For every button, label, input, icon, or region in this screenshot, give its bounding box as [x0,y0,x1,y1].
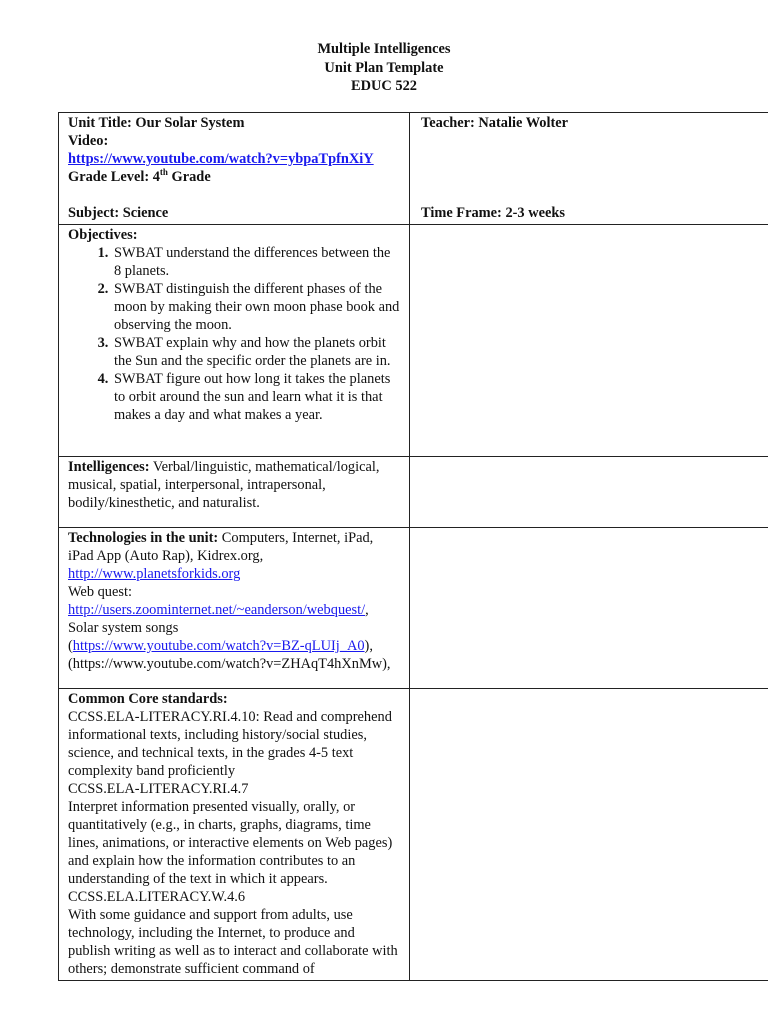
subject: Subject: Science [68,205,169,221]
song1-close: ), [364,638,373,654]
webquest-link[interactable]: http://users.zoominternet.net/~eanderson/webquest/ [68,602,366,618]
standards-row [59,689,768,981]
webquest-comma: , [365,602,369,618]
standard-ri-4-10: CCSS.ELA-LITERACY.RI.4.10: Read and comprehend informational texts, including history/social studies, science, and technical texts, in the grades 4-5 text complexity band proficiently [68,709,392,779]
unit-info-right-cell [410,113,768,225]
standard-w-4-6-text: With some guidance and support from adults, use technology, including the Internet, to produce and publish writing as well as to interact and collaborate with others; demonstrate sufficient command of [68,907,398,977]
unit-plan-table [58,112,768,981]
objectives-heading: Objectives: [68,227,138,243]
standard-ri-4-7-text: Interpret information presented visually, orally, or quantitatively (e.g., in charts, graphs, diagrams, time lines, animations, or interactive elements on Web pages) and explain how the information contributes to an understanding of the text in which it appears. [68,799,393,887]
intelligences-body: Verbal/linguistic, mathematical/logical, musical, spatial, interpersonal, intrapersonal, bodily/kinesthetic, and naturalist. [68,459,380,511]
objective-item: 3. SWBAT explain why and how the planets orbit the Sun and the specific order the planets are in. [112,334,400,370]
objectives-cell [59,225,410,457]
webquest-label: Web quest: [68,584,132,600]
songs-label: Solar system songs [68,620,179,636]
objectives-row [59,225,768,457]
standard-w-4-6-code: CCSS.ELA.LITERACY.W.4.6 [68,889,246,905]
time-frame: Time Frame: 2-3 weeks [421,205,565,221]
intelligences-row [59,457,768,528]
song1-link[interactable]: https://www.youtube.com/watch?v=BZ-qLUIj_A0 [72,638,365,654]
intelligences-text [68,458,400,512]
unit-info-left-cell [59,113,410,225]
technologies-text [68,529,400,565]
grade-level [68,168,400,186]
intelligences-right-cell [410,457,768,528]
header-subtitle: Unit Plan Template [324,59,444,76]
header-title: Multiple Intelligences [317,41,451,57]
planetsforkids-link[interactable]: http://www.planetsforkids.org [68,566,241,582]
objective-item: 1. SWBAT understand the differences between the 8 planets. [112,244,400,280]
grade-suffix: Grade [167,169,211,185]
unit-title: Unit Title: Our Solar System [68,115,245,131]
technologies-right-cell [410,528,768,689]
objective-item: 2. SWBAT distinguish the different phases of the moon by making their own moon phase book and observing the moon. [112,280,400,334]
grade-prefix: Grade Level: 4 [68,169,160,185]
technologies-row [59,528,768,689]
objectives-list [68,244,400,424]
technologies-body: Computers, Internet, iPad, iPad App (Auto Rap), Kidrex.org, [68,530,374,564]
song1-open: ( [68,638,73,654]
unit-info-row [59,113,768,225]
header-course: EDUC 522 [351,78,417,94]
video-link[interactable]: https://www.youtube.com/watch?v=ybpaTpfnXiY [68,151,374,167]
technologies-label: Technologies in the unit: [68,530,219,546]
objective-item: 4. SWBAT figure out how long it takes the planets to orbit around the sun and learn what it is that makes a day and what makes a year. [112,370,400,424]
teacher: Teacher: Natalie Wolter [421,115,569,131]
song2-text: (https://www.youtube.com/watch?v=ZHAqT4hXnMw), [68,656,391,672]
standards-right-cell [410,689,768,981]
intelligences-label: Intelligences: [68,459,150,475]
standard-ri-4-7-code: CCSS.ELA-LITERACY.RI.4.7 [68,781,249,797]
document-header [0,40,768,96]
video-label: Video: [68,133,109,149]
intelligences-cell [59,457,410,528]
technologies-cell [59,528,410,689]
standards-cell [59,689,410,981]
grade-sup: th [159,167,168,178]
objectives-right-cell [410,225,768,457]
standards-heading: Common Core standards: [68,691,228,707]
